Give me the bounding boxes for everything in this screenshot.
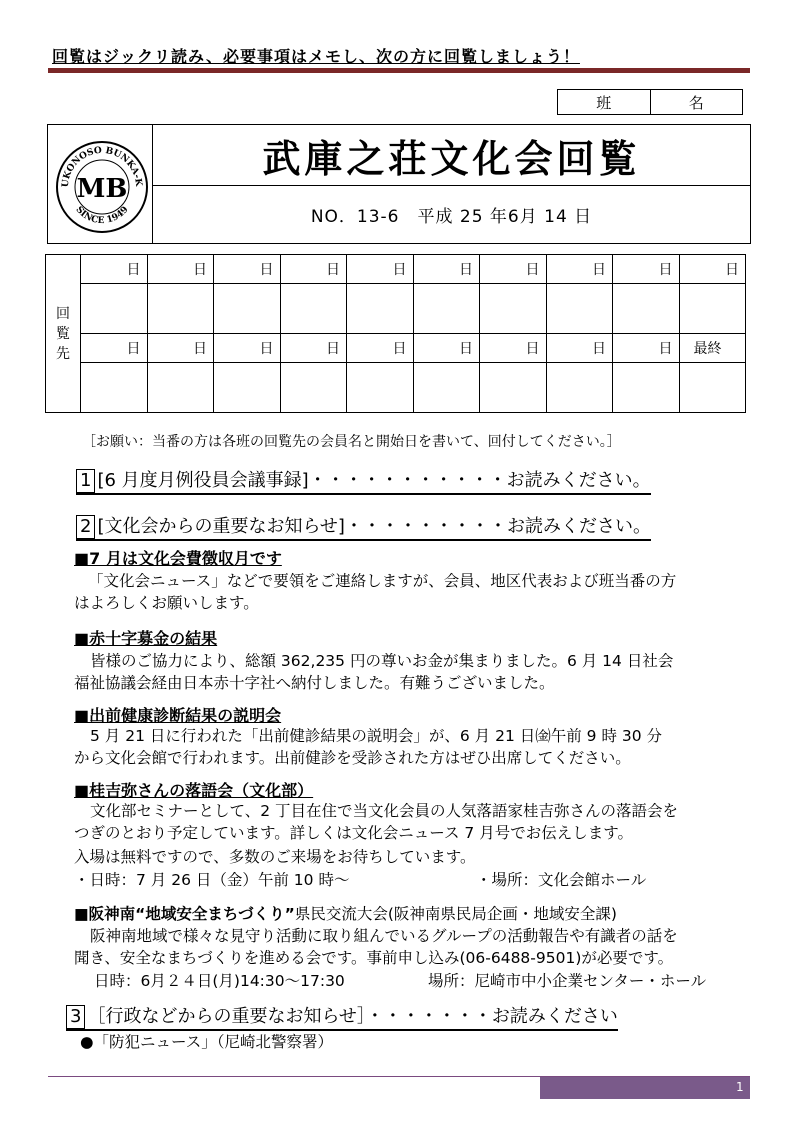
label-char: 回	[56, 305, 70, 322]
han-label: 班	[596, 93, 612, 112]
health-heading: ■出前健康診断結果の説明会	[74, 706, 282, 725]
rakugo-line-2: つぎのとおり予定しています。詳しくは文化会ニュース 7 月号でお伝えします。	[74, 824, 633, 842]
circulation-row-2-names	[46, 363, 746, 413]
han-name-box	[557, 89, 743, 115]
rakugo-heading: ■桂吉弥さんの落語会（文化部）	[74, 781, 314, 800]
bohan-news: ●「防犯ニュース」（尼崎北警察署）	[80, 1033, 334, 1051]
final-cell[interactable]: 最終	[679, 334, 746, 363]
name-cell[interactable]	[214, 284, 281, 334]
health-line-2: から文化会館で行われます。出前健診を受診された方はぜひ出席してください。	[74, 749, 631, 767]
date-cell[interactable]: 日	[413, 255, 480, 284]
hanshin-date: 日時：6月２４日(月)14:30～17:30	[94, 972, 345, 990]
mb-logo	[48, 125, 152, 243]
hanshin-heading-rest: 県民交流大会(阪神南県民局企画・地域安全課)	[294, 905, 617, 923]
section-3-number: 3	[66, 1005, 85, 1029]
date-cell[interactable]: 日	[613, 255, 680, 284]
logo-ring-text: UKONOSO BUNKA-K	[60, 145, 144, 188]
name-cell[interactable]	[347, 284, 414, 334]
name-cell[interactable]	[280, 284, 347, 334]
request-note: ［お願い：当番の方は各班の回覧先の会員名と開始日を書いて、回付してください。］	[82, 434, 621, 450]
fee-line-2: はよろしくお願いします。	[74, 594, 259, 612]
date-cell[interactable]: 日	[347, 255, 414, 284]
fee-heading: ■7 月は文化会費徴収月です	[74, 549, 282, 568]
mei-label: 名	[650, 90, 743, 114]
section-3-heading	[66, 1002, 618, 1031]
page-number: 1	[736, 1080, 744, 1094]
hanshin-line-1: 阪神南地域で様々な見守り活動に取り組んでいるグループの活動報告や有識者の話を	[90, 927, 678, 945]
circulation-row-1-dates	[46, 255, 746, 284]
circulation-row-2-dates	[46, 334, 746, 363]
name-cell[interactable]	[214, 363, 281, 413]
name-cell[interactable]	[613, 284, 680, 334]
name-cell[interactable]	[613, 363, 680, 413]
redcross-line-1: 皆様のご協力により、総額 362,235 円の尊いお金が集まりました。6 月 14 日社会	[90, 652, 674, 670]
circulation-row-1-names	[46, 284, 746, 334]
issue-line: NO．13-6 平成 25 年6月 14 日	[310, 207, 593, 227]
logo-cell	[48, 125, 153, 243]
redcross-line-2: 福祉協議会経由日本赤十字社へ納付しました。有難うございました。	[74, 674, 555, 692]
name-cell[interactable]	[546, 284, 613, 334]
date-cell[interactable]: 日	[214, 255, 281, 284]
redcross-heading: ■赤十字募金の結果	[74, 629, 218, 648]
name-cell[interactable]	[679, 363, 746, 413]
name-cell[interactable]	[480, 284, 547, 334]
name-cell[interactable]	[81, 284, 148, 334]
name-cell[interactable]	[147, 284, 214, 334]
hanshin-heading	[74, 902, 617, 924]
section-2-heading	[76, 512, 651, 541]
page-title: 武庫之荘文化会回覧	[153, 125, 750, 186]
section-2-text: [文化会からの重要なお知らせ]・・・・・・・・・お読みください。	[97, 516, 651, 537]
hanshin-heading-bold: ■阪神南“地域安全まちづくり”	[74, 905, 295, 923]
section-1-number: 1	[76, 469, 95, 493]
date-cell[interactable]: 日	[480, 255, 547, 284]
header-box	[47, 124, 751, 244]
hanshin-place: 場所：尼崎市中小企業センター・ホール	[428, 972, 707, 990]
name-cell[interactable]	[81, 363, 148, 413]
top-divider	[48, 68, 750, 73]
name-cell[interactable]	[280, 363, 347, 413]
rakugo-line-1: 文化部セミナーとして、2 丁目在住で当文化会員の人気落語家桂吉弥さんの落語会を	[90, 802, 678, 820]
date-cell[interactable]: 日	[81, 255, 148, 284]
date-cell[interactable]: 日	[280, 334, 347, 363]
top-notice: 回覧はジックリ読み、必要事項はメモし、次の方に回覧しましょう！	[52, 47, 580, 66]
date-cell[interactable]: 日	[413, 334, 480, 363]
section-2-number: 2	[76, 515, 95, 539]
date-cell[interactable]: 日	[480, 334, 547, 363]
logo-initials: MB	[76, 174, 128, 204]
section-3-text: ［行政などからの重要なお知らせ］・・・・・・・お読みください	[87, 1006, 618, 1027]
rakugo-place: ・場所：文化会館ホール	[476, 871, 647, 889]
name-cell[interactable]	[679, 284, 746, 334]
date-cell[interactable]: 日	[214, 334, 281, 363]
circulation-label	[46, 255, 81, 413]
date-cell[interactable]: 日	[679, 255, 746, 284]
logo-since-text: SINCE 1949	[73, 204, 131, 227]
date-cell[interactable]: 日	[546, 334, 613, 363]
date-cell[interactable]: 日	[147, 334, 214, 363]
rakugo-line-3: 入場は無料ですので、多数のご来場をお待ちしています。	[74, 848, 476, 866]
date-cell[interactable]: 日	[347, 334, 414, 363]
section-1-heading	[76, 466, 651, 495]
footer-bar	[540, 1077, 750, 1099]
name-cell[interactable]	[413, 363, 480, 413]
name-cell[interactable]	[413, 284, 480, 334]
circulation-table	[45, 254, 746, 413]
section-1-text: [6 月度月例役員会議事録]・・・・・・・・・・・お読みください。	[97, 470, 651, 491]
date-cell[interactable]: 日	[613, 334, 680, 363]
name-cell[interactable]	[546, 363, 613, 413]
label-char: 覧	[56, 325, 70, 342]
name-cell[interactable]	[147, 363, 214, 413]
date-cell[interactable]: 日	[147, 255, 214, 284]
date-cell[interactable]: 日	[546, 255, 613, 284]
date-cell[interactable]: 日	[81, 334, 148, 363]
health-line-1: 5 月 21 日に行われた「出前健診結果の説明会」が、6 月 21 日㈮午前 9 時 30 分	[90, 727, 663, 745]
hanshin-line-2: 聞き、安全なまちづくりを進める会です。事前申し込み(06-6488-9501)が必要です。	[74, 949, 674, 967]
fee-line-1: 「文化会ニュース」などで要領をご連絡しますが、会員、地区代表および班当番の方	[88, 572, 677, 590]
rakugo-date: ・日時：7 月 26 日（金）午前 10 時～	[74, 871, 350, 889]
name-cell[interactable]	[480, 363, 547, 413]
label-char: 先	[56, 345, 70, 362]
name-cell[interactable]	[347, 363, 414, 413]
date-cell[interactable]: 日	[280, 255, 347, 284]
